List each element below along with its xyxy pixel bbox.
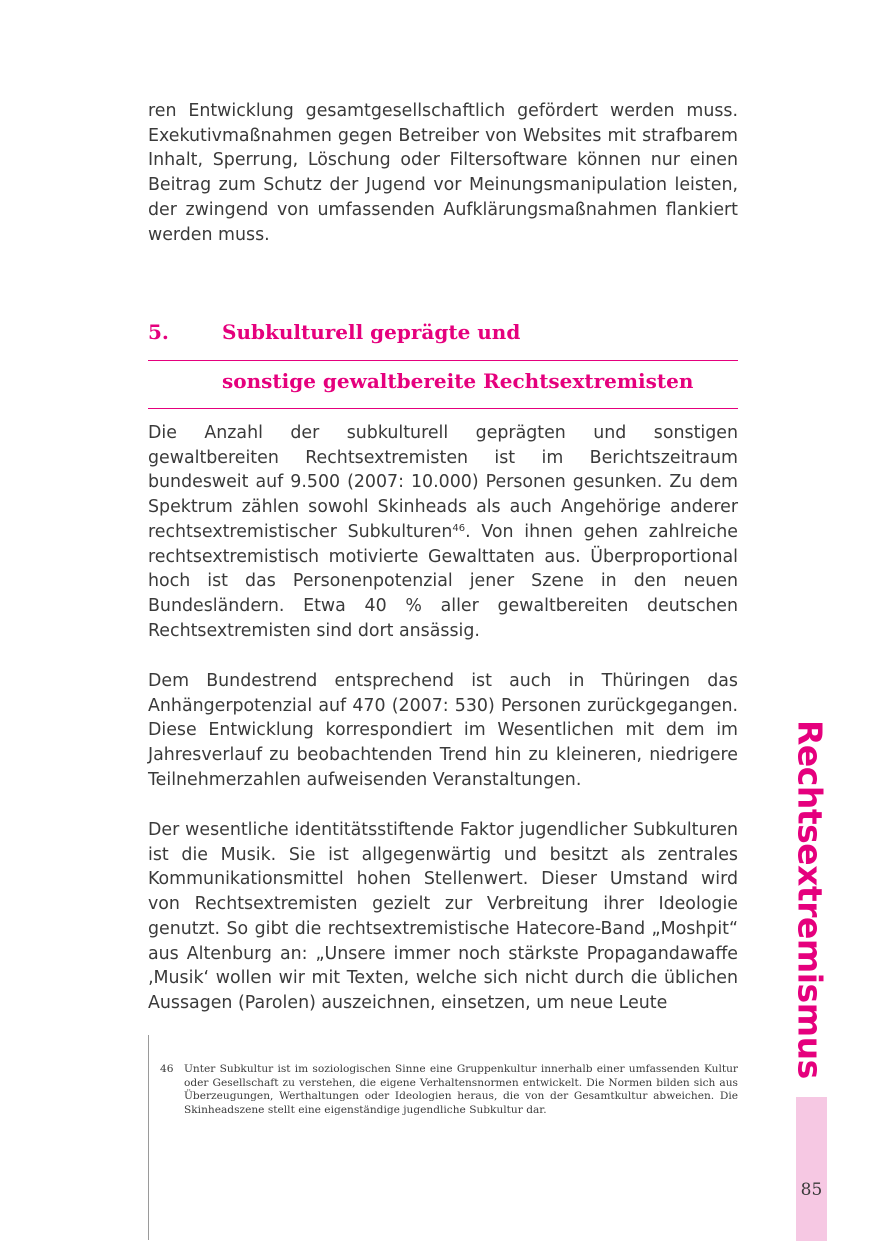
page-tab (796, 1097, 827, 1241)
side-section-title-text: Rechtsextremismus (790, 719, 830, 1079)
paragraph-1-part2: . Von ihnen gehen zahlreiche rechtsextremistisch motivierte Gewalttaten aus. Überproportional hoch ist das Personenpotenzial jener Szene in den neuen Bundesländern. Etwa 40 % aller gewaltbereiten deutschen Rechtsextremisten sind dort ansässig. (148, 521, 738, 641)
section-number: 5. (148, 320, 169, 344)
paragraph-2: Dem Bundestrend entsprechend ist auch in Thüringen das Anhängerpotenzial auf 470 (2007: 530) Personen zurückgegangen. Diese Entwicklung korrespondiert im Wesentlichen mit dem im Jahresverlauf zu beobachtenden Trend hin zu kleineren, niedrigere Teilnehmerzahlen aufweisenden Veranstaltungen. (148, 671, 738, 790)
footnote-number: 46 (160, 1063, 174, 1075)
side-section-title (785, 719, 835, 1079)
paragraph-1-part1: Die Anzahl der subkulturell geprägten und sonstigen gewaltbereiten Rechtsextremisten ist im Berichtszeitraum bundesweit auf 9.500 (2007: 10.000) Personen gesunken. Zu dem Spektrum zählen sowohl Skinheads als auch Angehörige anderer rechtsextremistischer Subkulturen (148, 423, 738, 542)
footnote-reference[interactable]: 46 (452, 522, 466, 534)
footnote-text: Unter Subkultur ist im soziologischen Sinne eine Gruppenkultur innerhalb einer umfassenden Kultur oder Gesellschaft zu verstehen, die eigene Verhaltensnormen entwickelt. Die Normen bilden sich aus Überzeugungen, Werthaltungen oder Ideologien heraus, die von der Gesamtkultur abweichen. Die Skinheadszene stellt eine eigenständige jugendliche Subkultur dar. (184, 1063, 738, 1116)
section-title-line2: sonstige gewaltbereite Rechtsextremisten (222, 369, 694, 393)
page-number: 85 (800, 1180, 823, 1200)
paragraph-3: Der wesentliche identitätsstiftende Faktor jugendlicher Subkulturen ist die Musik. Sie ist allgegenwärtig und besitzt als zentrales Kommunikationsmittel hohen Stellenwert. Dieser Umstand wird von Rechtsextremisten gezielt zur Verbreitung ihrer Ideologie genutzt. So gibt die rechtsextremistische Hatecore-Band „Moshpit“ aus Altenburg an: „Unsere immer noch stärkste Propagandawaffe ‚Musik‘ wollen wir mit Texten, welche sich nicht durch die üblichen Aussagen (Parolen) auszeichnen, einsetzen, um neue Leute (148, 820, 738, 1013)
section-heading-line1 (148, 320, 738, 361)
intro-paragraph: ren Entwicklung gesamtgesellschaftlich gefördert werden muss. Exekutivmaßnahmen gegen Betreiber von Websites mit strafbarem Inhalt, Sperrung, Löschung oder Filtersoftware können nur einen Beitrag zum Schutz der Jugend vor Meinungsmanipulation leisten, der zwingend von umfassenden Aufklärungsmaßnahmen flankiert werden muss. (148, 101, 738, 245)
section-title-line1: Subkulturell geprägte und (222, 320, 521, 344)
paragraph-1 (148, 421, 738, 643)
footnote (160, 1063, 738, 1117)
section-heading-line2 (148, 369, 738, 409)
footnote-divider-line (148, 1035, 149, 1240)
